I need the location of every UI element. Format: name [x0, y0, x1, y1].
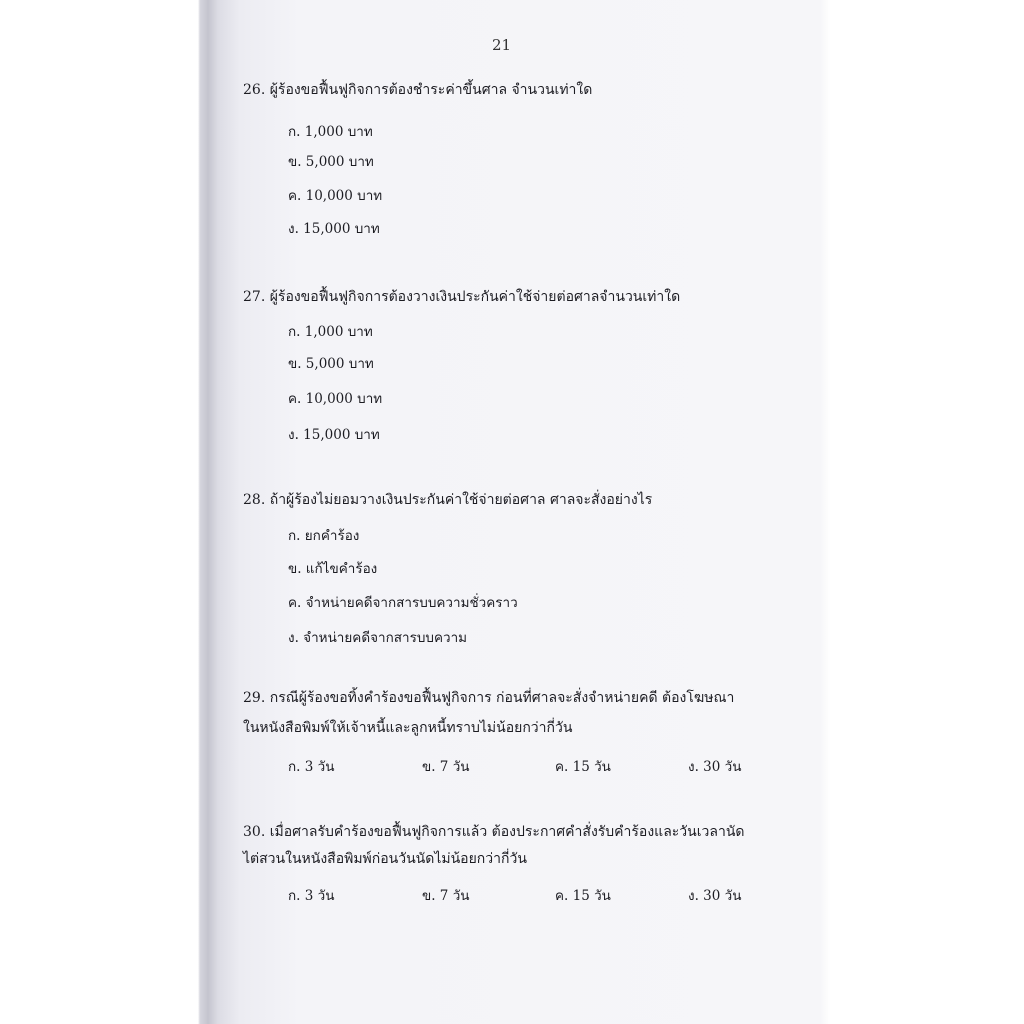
question-29-option-c: ค. 15 วัน [555, 759, 611, 775]
question-30-option-a: ก. 3 วัน [288, 888, 335, 904]
question-30-option-b: ข. 7 วัน [422, 888, 470, 904]
question-28-option-a: ก. ยกคำร้อง [288, 528, 360, 544]
question-26-option-d: ง. 15,000 บาท [288, 221, 380, 237]
question-27-option-b: ข. 5,000 บาท [288, 356, 374, 372]
question-27-option-d: ง. 15,000 บาท [288, 427, 380, 443]
question-30-option-d: ง. 30 วัน [688, 888, 742, 904]
question-28-option-d: ง. จำหน่ายคดีจากสารบบความ [288, 630, 468, 646]
question-27-option-c: ค. 10,000 บาท [288, 391, 383, 407]
question-29-option-d: ง. 30 วัน [688, 759, 742, 775]
question-30-line-1: 30. เมื่อศาลรับคำร้องขอฟื้นฟูกิจการแล้ว ต้องประกาศคำสั่งรับคำร้องและวันเวลานัด [243, 824, 745, 840]
question-29-option-a: ก. 3 วัน [288, 759, 335, 775]
question-28-option-b: ข. แก้ไขคำร้อง [288, 561, 378, 577]
question-27-option-a: ก. 1,000 บาท [288, 324, 373, 340]
question-30-line-2: ไต่สวนในหนังสือพิมพ์ก่อนวันนัดไม่น้อยกว่ากี่วัน [243, 851, 527, 867]
question-28-option-c: ค. จำหน่ายคดีจากสารบบความชั่วคราว [288, 595, 518, 611]
question-26-option-b: ข. 5,000 บาท [288, 154, 374, 170]
question-28: 28. ถ้าผู้ร้องไม่ยอมวางเงินประกันค่าใช้จ่ายต่อศาล ศาลจะสั่งอย่างไร [243, 492, 653, 508]
question-27: 27. ผู้ร้องขอฟื้นฟูกิจการต้องวางเงินประกันค่าใช้จ่ายต่อศาลจำนวนเท่าใด [243, 289, 681, 305]
question-30-option-c: ค. 15 วัน [555, 888, 611, 904]
page-number: 21 [491, 36, 512, 54]
question-26-option-a: ก. 1,000 บาท [288, 124, 373, 140]
question-26: 26. ผู้ร้องขอฟื้นฟูกิจการต้องชำระค่าขึ้นศาล จำนวนเท่าใด [243, 82, 593, 98]
question-26-option-c: ค. 10,000 บาท [288, 188, 383, 204]
question-29-line-2: ในหนังสือพิมพ์ให้เจ้าหนี้และลูกหนี้ทราบไม่น้อยกว่ากี่วัน [243, 720, 573, 736]
question-29-option-b: ข. 7 วัน [422, 759, 470, 775]
question-29-line-1: 29. กรณีผู้ร้องขอทิ้งคำร้องขอฟื้นฟูกิจการ ก่อนที่ศาลจะสั่งจำหน่ายคดี ต้องโฆษณา [243, 690, 735, 706]
